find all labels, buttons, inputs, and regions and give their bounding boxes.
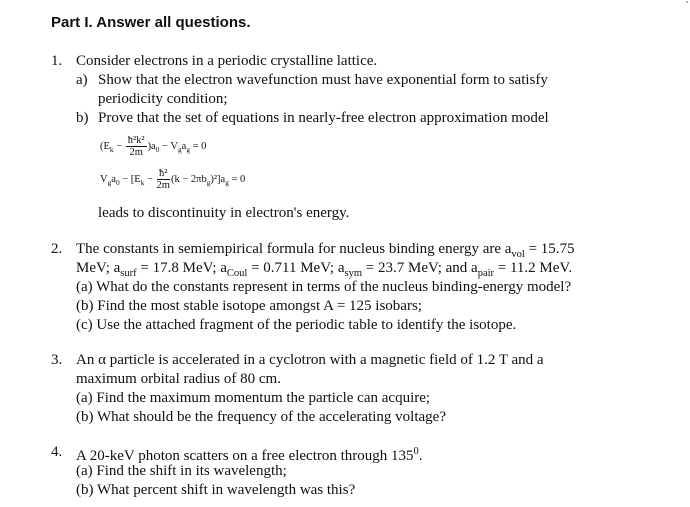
subpart-text: periodicity condition; [98,91,228,107]
fraction: $\frac{\text{ħ²}}{2m}$ [156,168,170,191]
subpart-text: (b) What should be the frequency of the accelerating voltage? [76,409,446,425]
question-text: MeV; $a_{surf} = 17.8$ MeV; $a_{Coul} = 0.711$ MeV; $a_{sym} = 23.7$ MeV; and $a_{pair} = 11.2$ MeV. [76,260,573,279]
subpart-text: (a) Find the shift in its wavelength; [76,463,287,479]
question-text: The constants in semiempirical formula for nucleus binding energy are $a_{vol} = 15.75$ [76,241,575,260]
subpart-text: (a) Find the maximum momentum the particle can acquire; [76,390,431,406]
subpart-text: Prove that the set of equations in nearly-free electron approximation model [98,110,549,126]
subpart-text: (b) Find the most stable isotope amongst A = 125 isobars; [76,298,422,314]
question-text: Consider electrons in a periodic crystalline lattice. [76,53,378,69]
section-heading: Part I. Answer all questions. [51,14,251,31]
subpart-label: a) [76,72,88,88]
equation-1: ($E_k$ − $\frac{\text{ħ²k²}}{2m}$ )$a_0 - V_ga_g = 0$ [100,135,207,158]
question-text: leads to discontinuity in electron's energy. [98,205,350,221]
question-number: 4. [51,444,63,460]
question-number: 3. [51,352,63,368]
fraction: $\frac{\text{ħ²k²}}{2m}$ [127,135,145,158]
question-text: A 20-keV photon scatters on a free electron through $135^0$. [76,446,423,464]
equation-2: $V_ga_0 - [E_k$ − $\frac{\text{ħ²}}{2m}$ $(k - 2\pi b_g)^2]a_g = 0$ [100,168,246,191]
subpart-text: (c) Use the attached fragment of the periodic table to identify the isotope. [76,317,517,333]
question-number: 2. [51,241,63,257]
edge-mark: ' [686,0,688,11]
subpart-text: Show that the electron wavefunction must have exponential form to satisfy [98,72,548,88]
subpart-text: (b) What percent shift in wavelength was this? [76,482,356,498]
question-text: maximum orbital radius of 80 cm. [76,371,281,387]
question-number: 1. [51,53,63,69]
subpart-label: b) [76,110,89,126]
subpart-text: (a) What do the constants represent in terms of the nucleus binding-energy model? [76,279,572,295]
question-text: An α particle is accelerated in a cyclotron with a magnetic field of 1.2 T and a [76,352,544,368]
